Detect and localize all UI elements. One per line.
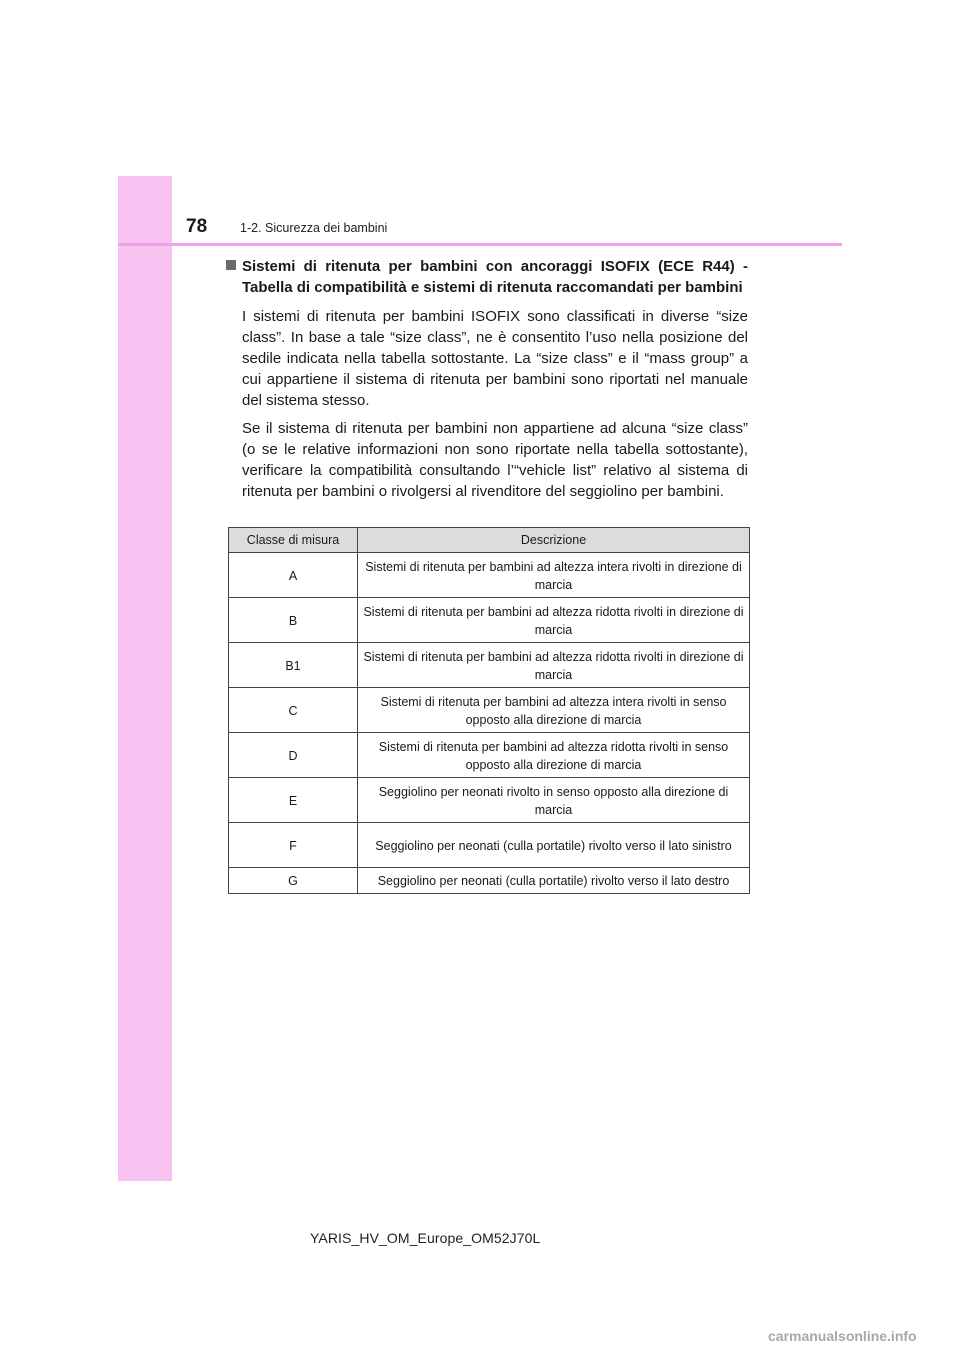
- page-number: 78: [186, 216, 208, 237]
- description-cell: Seggiolino per neonati (culla portatile) rivolto verso il lato sinistro: [358, 823, 750, 868]
- size-class-cell: C: [229, 688, 358, 733]
- column-header-description: Descrizione: [358, 528, 750, 553]
- table-header-row: [229, 528, 750, 553]
- size-class-cell: D: [229, 733, 358, 778]
- size-class-table: [228, 527, 750, 894]
- header-divider: [118, 243, 842, 246]
- document-code-footer: YARIS_HV_OM_Europe_OM52J70L: [310, 1230, 541, 1246]
- table-row: [229, 868, 750, 894]
- table-row: [229, 823, 750, 868]
- description-cell: Seggiolino per neonati (culla portatile) rivolto verso il lato destro: [358, 868, 750, 894]
- table-row: [229, 733, 750, 778]
- paragraph: Se il sistema di ritenuta per bambini non appartiene ad alcuna “size class” (o se le relative informazioni non sono riportate nella tabella sottostante), verificare la compatibilità consultando l’“vehicle list” relativo al sistema di ritenuta per bambini o rivolgersi al rivenditore del seggiolino per bambini.: [242, 420, 748, 500]
- main-content: [224, 256, 748, 509]
- column-header-size-class: Classe di misura: [229, 528, 358, 553]
- description-cell: Sistemi di ritenuta per bambini ad altezza intera rivolti in senso opposto alla direzione di marcia: [358, 688, 750, 733]
- size-class-cell: F: [229, 823, 358, 868]
- table-row: [229, 598, 750, 643]
- size-class-cell: A: [229, 553, 358, 598]
- description-cell: Sistemi di ritenuta per bambini ad altezza ridotta rivolti in direzione di marcia: [358, 598, 750, 643]
- watermark: carmanualsonline.info: [768, 1328, 917, 1344]
- size-class-cell: B: [229, 598, 358, 643]
- description-cell: Sistemi di ritenuta per bambini ad altezza intera rivolti in direzione di marcia: [358, 553, 750, 598]
- paragraph: I sistemi di ritenuta per bambini ISOFIX sono classificati in diverse “size class”. In base a tale “size class”, ne è consentito l’uso nella posizione del sedile indicata nella tabella sottostante. La “size class” e il “mass group” a cui appartiene il sistema di ritenuta per bambini sono riportati nel manuale del sistema stesso.: [242, 308, 748, 409]
- description-cell: Sistemi di ritenuta per bambini ad altezza ridotta rivolti in senso opposto alla direzione di marcia: [358, 733, 750, 778]
- description-cell: Sistemi di ritenuta per bambini ad altezza ridotta rivolti in direzione di marcia: [358, 643, 750, 688]
- section-title: 1-2. Sicurezza dei bambini: [240, 221, 388, 235]
- description-cell: Seggiolino per neonati rivolto in senso opposto alla direzione di marcia: [358, 778, 750, 823]
- square-bullet-icon: [226, 260, 236, 270]
- section-heading-text: Sistemi di ritenuta per bambini con ancoraggi ISOFIX (ECE R44) - Tabella di compatibilità e sistemi di ritenuta raccomandati per bambini: [242, 258, 748, 296]
- section-heading: [224, 256, 748, 298]
- size-class-cell: G: [229, 868, 358, 894]
- size-class-cell: E: [229, 778, 358, 823]
- size-class-cell: B1: [229, 643, 358, 688]
- table-row: [229, 553, 750, 598]
- side-tab-strip: [118, 176, 172, 1181]
- table-row: [229, 778, 750, 823]
- table-row: [229, 688, 750, 733]
- table-row: [229, 643, 750, 688]
